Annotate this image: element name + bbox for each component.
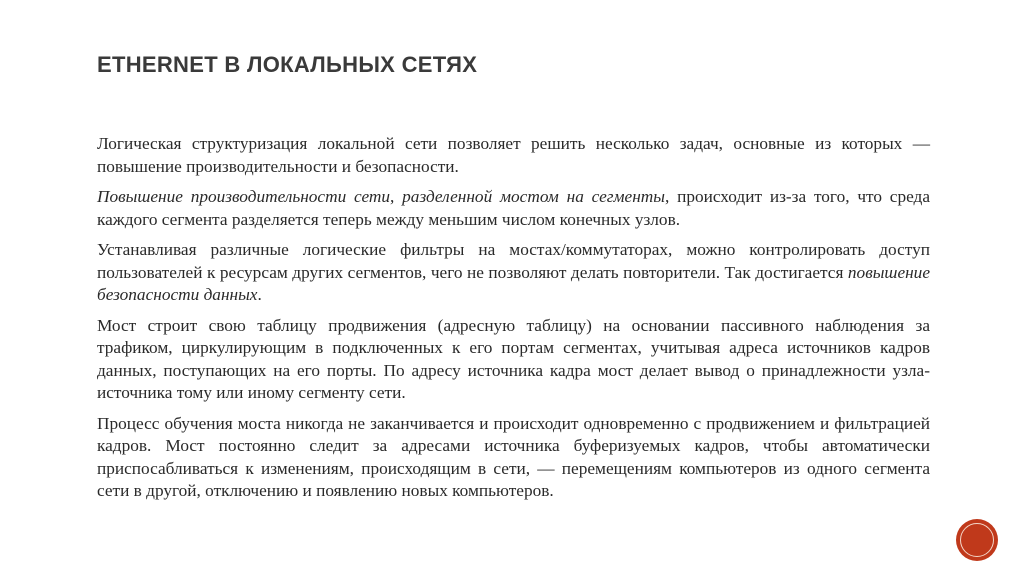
paragraph (97, 413, 930, 503)
slide-title: ETHERNET В ЛОКАЛЬНЫХ СЕТЯХ (97, 52, 478, 77)
paragraph (97, 239, 930, 307)
text-segment: , (390, 187, 403, 206)
emphasis-text: разделенной мостом на сегменты (402, 187, 665, 206)
text-segment: Мост строит свою таблицу продвижения (адресную таблицу) на основании пассивного наблюдения за трафиком, циркулирующим в подключенных к его портам сегментах, учитывая адреса источников кадров данных, поступающих на его порты. По адресу источника кадра мост делает вывод о принадлежности узла-источника тому или иному сегменту сети. (97, 315, 930, 402)
paragraph (97, 186, 930, 231)
text-segment: Устанавливая различные логические фильтры на мостах/коммутаторах, можно контролировать доступ пользователей к ресурсам других сегментов, чего не позволяют делать повторители. Так достигается (97, 240, 930, 282)
text-segment: Логическая структуризация локальной сети позволяет решить несколько задач, основные из которых — повышение производительности и безопасности. (97, 134, 930, 176)
decorative-circle-icon (958, 521, 996, 559)
paragraph (97, 133, 930, 178)
paragraph (97, 315, 930, 405)
text-segment: , происходит из-за того, что среда каждого сегмента разделяется теперь между меньшим числом конечных узлов. (97, 187, 931, 229)
text-segment: Процесс обучения моста никогда не заканчивается и происходит одновременно с продвижением и фильтрацией кадров. Мост постоянно следит за адресами источника буферизуемых кадров, чтобы автоматически приспосабливаться к изменениям, происходящим в сети, — перемещениям компьютеров из одного сегмента сети в другой, отключению и появлению новых компьютеров. (97, 413, 930, 500)
emphasis-text: Повышение производительности сети (97, 187, 391, 206)
slide-body (97, 133, 930, 511)
emphasis-text: повышение безопасности данных (97, 262, 930, 304)
text-segment: . (257, 285, 262, 304)
